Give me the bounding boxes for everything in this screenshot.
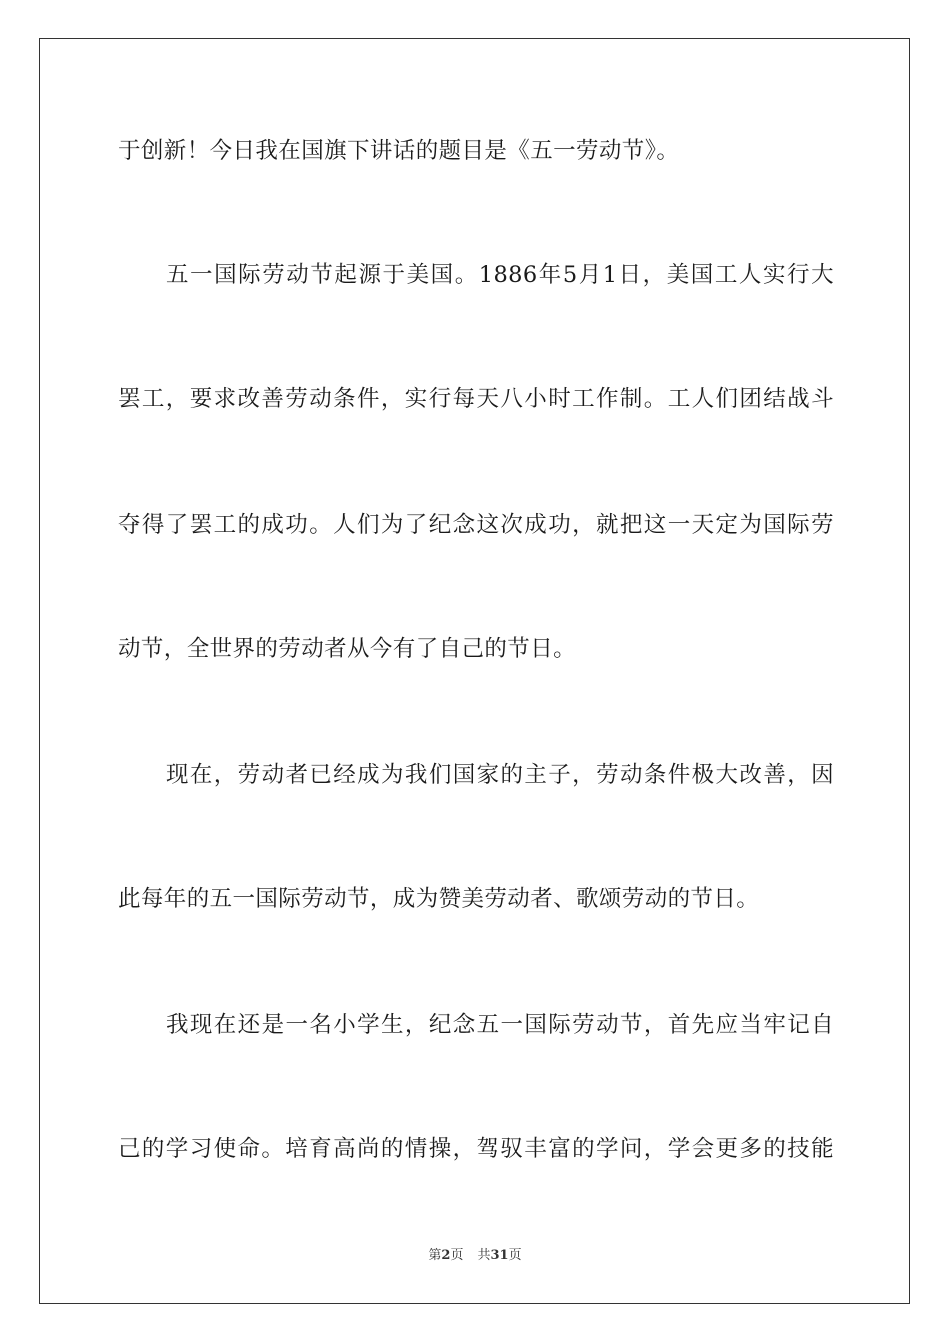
text-line-1: 于创新！今日我在国旗下讲话的题目是《五一劳动节》。 bbox=[118, 138, 680, 164]
paragraph-1-line-1: 五一国际劳动节起源于美国。1886年5月1日，美国工人实行大 bbox=[166, 262, 834, 288]
paragraph-3-line-1: 我现在还是一名小学生，纪念五一国际劳动节，首先应当牢记自 bbox=[166, 1012, 834, 1038]
paragraph-1-line-4: 动节，全世界的劳动者从今有了自己的节日。 bbox=[118, 636, 577, 662]
page-border bbox=[39, 38, 910, 1304]
total-suffix: 页 bbox=[508, 1248, 522, 1263]
paragraph-2-line-1: 现在，劳动者已经成为我们国家的主子，劳动条件极大改善，因 bbox=[166, 762, 834, 788]
paragraph-1-line-2: 罢工，要求改善劳动条件，实行每天八小时工作制。工人们团结战斗 bbox=[118, 386, 834, 412]
total-prefix: 共 bbox=[477, 1248, 491, 1263]
page-suffix: 页 bbox=[450, 1248, 464, 1263]
paragraph-1-line-3: 夺得了罢工的成功。人们为了纪念这次成功，就把这一天定为国际劳 bbox=[118, 512, 834, 538]
page-prefix: 第 bbox=[428, 1248, 442, 1263]
paragraph-3-line-2: 己的学习使命。培育高尚的情操，驾驭丰富的学问，学会更多的技能 bbox=[118, 1136, 834, 1162]
total-pages: 31 bbox=[490, 1248, 509, 1263]
page-footer bbox=[0, 1247, 950, 1265]
paragraph-2-line-2: 此每年的五一国际劳动节，成为赞美劳动者、歌颂劳动的节日。 bbox=[118, 886, 760, 912]
page-number: 2 bbox=[441, 1248, 451, 1263]
